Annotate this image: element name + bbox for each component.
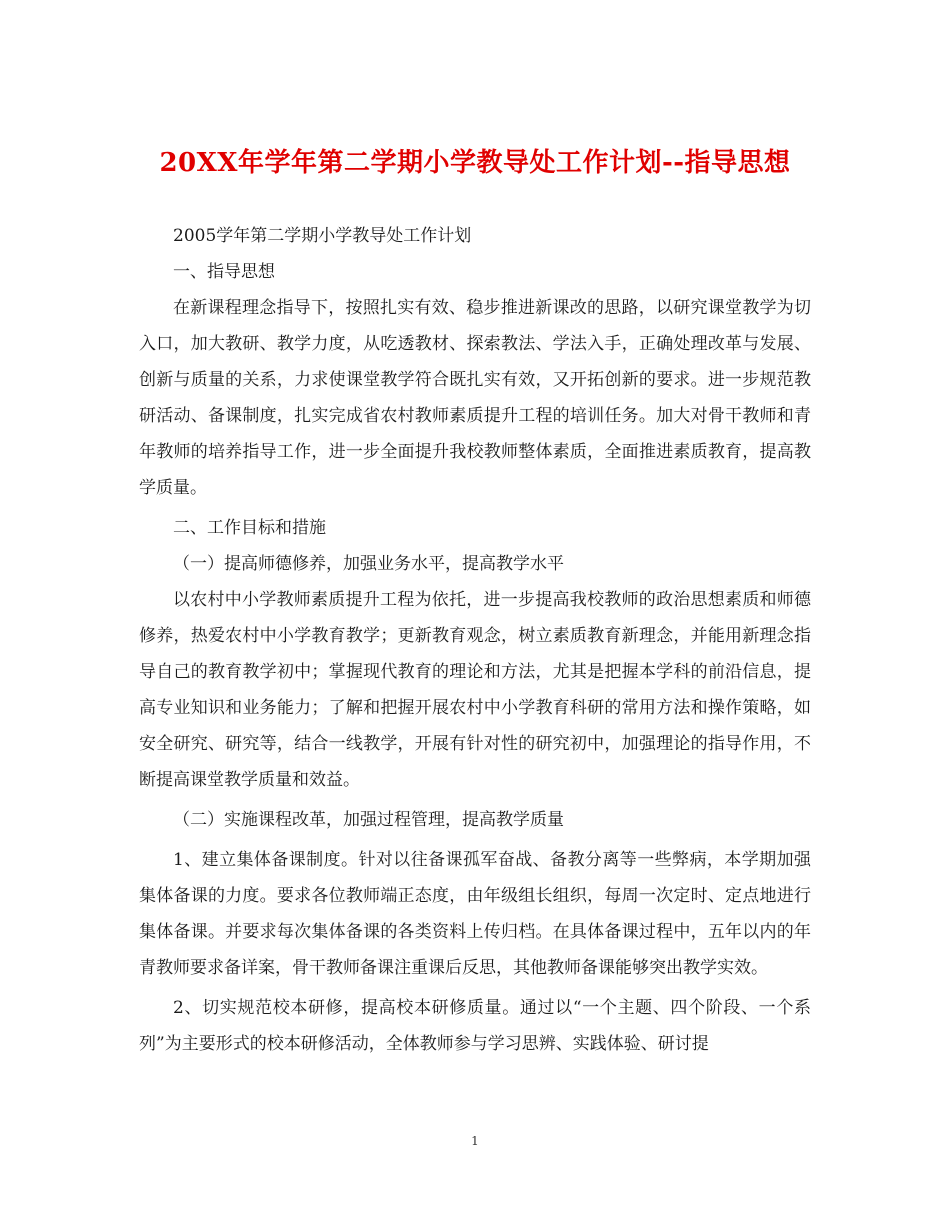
document-body <box>139 218 811 1062</box>
subsection-heading-2: （二）实施课程改革，加强过程管理，提高教学质量 <box>173 810 564 830</box>
paragraph-teacher-quality: 以农村中小学教师素质提升工程为依托，进一步提高我校教师的政治思想素质和师德修养，热爱农村中小学教育教学；更新教育观念，树立素质教育新理念，并能用新理念指导自己的教育教学初中；掌握现代教育的理论和方法，尤其是把握本学科的前沿信息，提高专业知识和业务能力；了解和把握开展农村中小学教育科研的常用方法和操作策略，如安全研究、研究等，结合一线教学，开展有针对性的研究初中，加强理论的指导作用，不断提高课堂教学质量和效益。 <box>139 590 811 790</box>
page-number: 1 <box>471 1134 479 1148</box>
paragraph-guiding-thought: 在新课程理念指导下，按照扎实有效、稳步推进新课改的思路，以研究课堂教学为切入口，加大教研、教学力度，从吃透教材、探索教法、学法入手，正确处理改革与发展、创新与质量的关系，力求使课堂教学符合既扎实有效，又开拓创新的要求。进一步规范教研活动、备课制度，扎实完成省农村教师素质提升工程的培训任务。加大对骨干教师和青年教师的培养指导工作，进一步全面提升我校教师整体素质，全面推进素质教育，提高教学质量。 <box>139 298 811 498</box>
document-title: 20XX年学年第二学期小学教导处工作计划--指导思想 <box>159 148 791 178</box>
section-heading-guiding-thought: 一、指导思想 <box>173 262 275 282</box>
paragraph-school-based-training: 2、切实规范校本研修，提高校本研修质量。通过以“一个主题、四个阶段、一个系列”为主要形式的校本研修活动，全体教师参与学习思辨、实践体验、研讨提 <box>139 998 811 1054</box>
subtitle-line: 2005学年第二学期小学教导处工作计划 <box>173 226 472 246</box>
section-heading-goals-measures: 二、工作目标和措施 <box>173 518 326 538</box>
paragraph-collective-lesson-prep: 1、建立集体备课制度。针对以往备课孤军奋战、备教分离等一些弊病，本学期加强集体备课的力度。要求各位教师端正态度，由年级组长组织，每周一次定时、定点地进行集体备课。并要求每次集体备课的各类资料上传归档。在具体备课过程中，五年以内的年青教师要求备详案，骨干教师备课注重课后反思，其他教师备课能够突出教学实效。 <box>139 850 811 978</box>
subsection-heading-1: （一）提高师德修养，加强业务水平，提高教学水平 <box>173 554 564 574</box>
